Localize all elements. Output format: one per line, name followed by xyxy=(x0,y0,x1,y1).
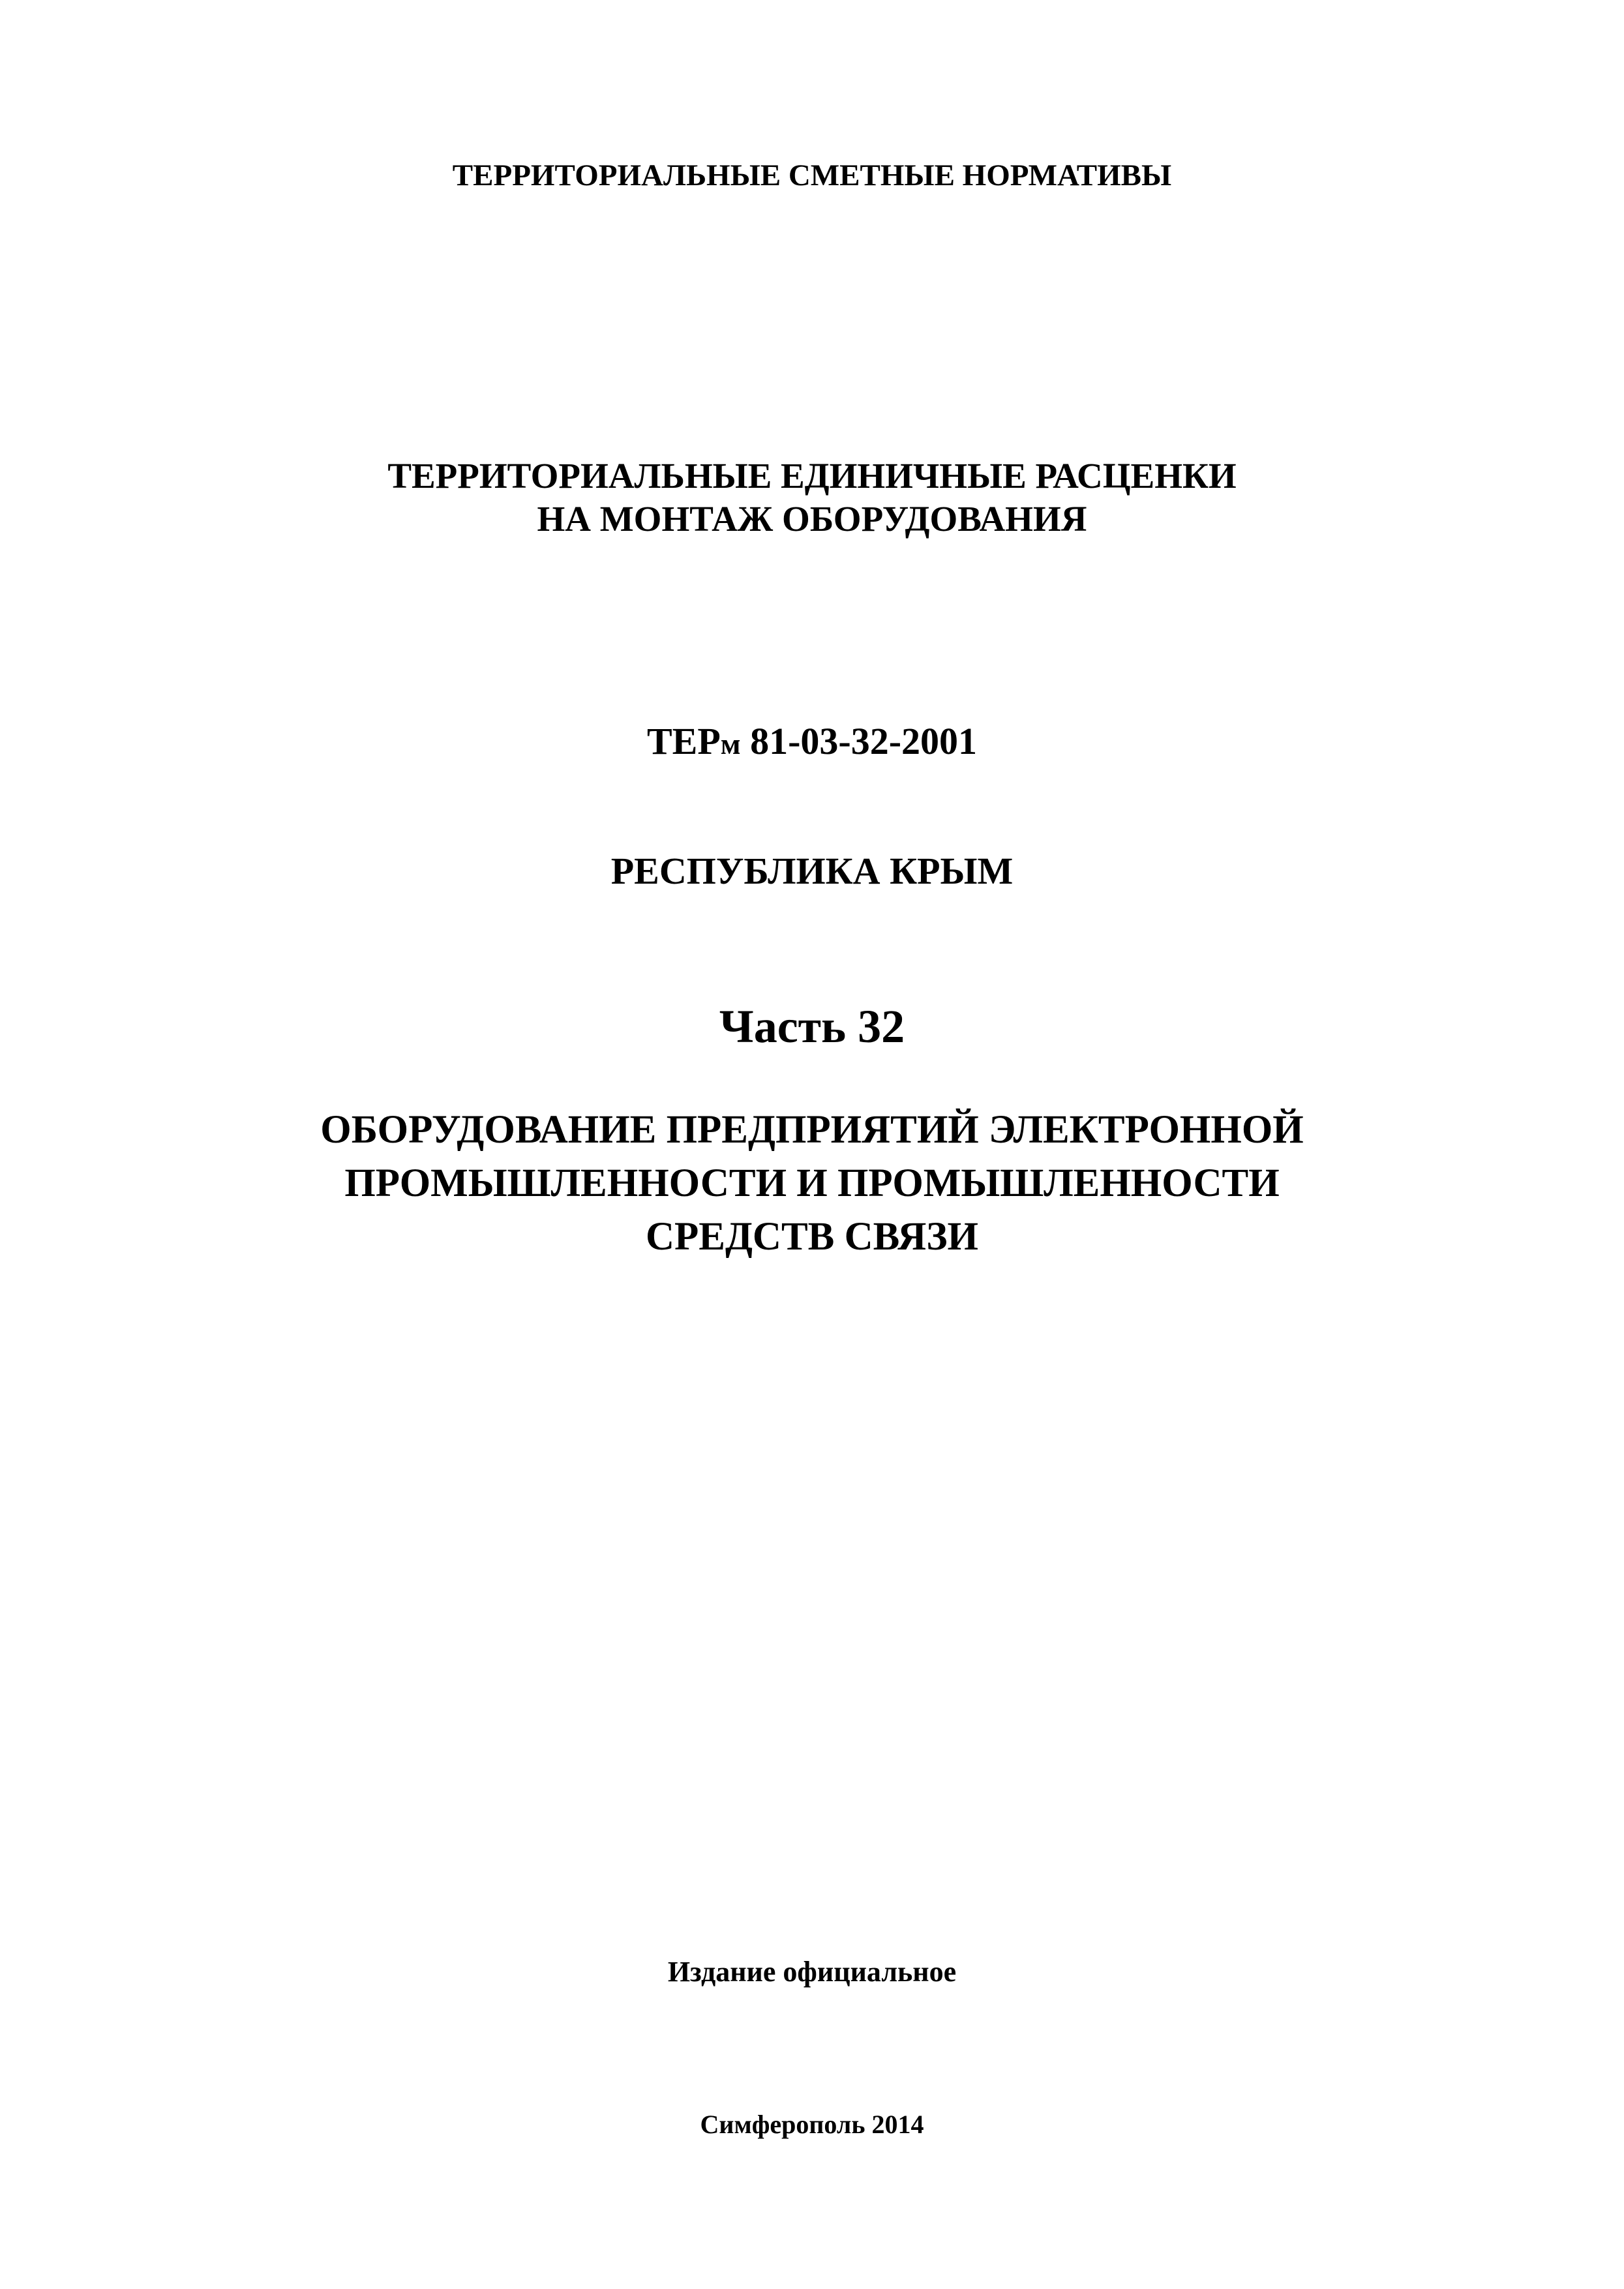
region-name: РЕСПУБЛИКА КРЫМ xyxy=(610,850,1014,892)
subject-line-3: СРЕДСТВ СВЯЗИ xyxy=(645,1215,979,1259)
series-heading: ТЕРРИТОРИАЛЬНЫЕ СМЕТНЫЕ НОРМАТИВЫ xyxy=(452,158,1172,192)
part-label: Часть 32 xyxy=(719,1000,905,1053)
document-code xyxy=(0,720,1624,762)
document-code-suffix: м xyxy=(720,728,741,760)
subject-line-2: ПРОМЫШЛЕННОСТИ И ПРОМЫШЛЕННОСТИ xyxy=(344,1161,1280,1205)
document-code-prefix: ТЕР xyxy=(646,720,721,762)
edition-note: Издание официальное xyxy=(667,1956,957,1988)
document-title-line-2: НА МОНТАЖ ОБОРУДОВАНИЯ xyxy=(537,499,1087,539)
document-code-number: 81-03-32-2001 xyxy=(740,720,978,762)
document-title-line-1: ТЕРРИТОРИАЛЬНЫЕ ЕДИНИЧНЫЕ РАСЦЕНКИ xyxy=(387,456,1237,496)
subject-line-1: ОБОРУДОВАНИЕ ПРЕДПРИЯТИЙ ЭЛЕКТРОННОЙ xyxy=(320,1108,1304,1152)
imprint-place-year: Симферополь 2014 xyxy=(700,2110,924,2139)
